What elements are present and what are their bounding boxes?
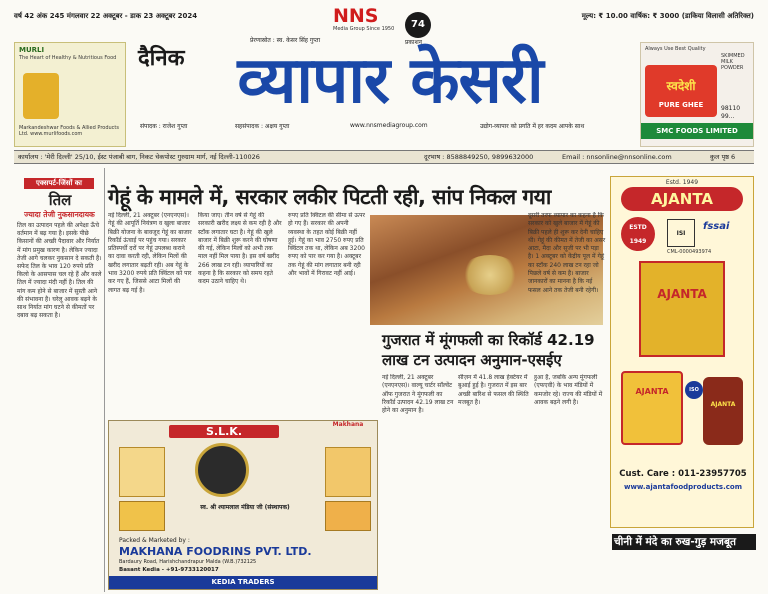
co-editor-credit: सहसंपादक : अक्षय गुप्ता (235, 123, 290, 130)
ad-makhana-title: S.L.K. (169, 425, 279, 438)
ajanta-jar-icon (703, 377, 743, 445)
lead-col-3: रुपए प्रति क्विंटल की सीमा से ऊपर हो गए हैं। सरकार की अपनी व्यवस्था के तहत कोई बिक्री नहीं हुई। गेहूं का भाव 2750 रुपए प्रति क्विंटल तक था, लेकिन अब 3200 रुपए को पार कर गया है। अक्टूबर तक गेहूं की मांग लगातार बनी रही और भावों में गिरावट नहीं आई। (288, 212, 365, 278)
nns-logo-text: NNS (333, 5, 379, 27)
ad-smc-brand: स्वदेशी (666, 79, 696, 93)
ad-makhana[interactable] (108, 420, 378, 590)
makhana-pack-icon (119, 447, 165, 497)
office-info-bar (14, 150, 754, 164)
ad-makhana-memorial: स्व. श्री श्यामलाल मंडिया जी (संस्थापक) (200, 504, 290, 511)
issue-info: वर्ष 42 अंक 245 मंगलवार 22 अक्टूबर - डाक 23 अक्टूबर 2024 (14, 12, 198, 20)
ad-ajanta-seal: ESTD 1949 (621, 217, 655, 251)
ad-ajanta-estd: Estd. 1949 (665, 179, 699, 186)
sidebar-headline[interactable]: तिल (48, 191, 72, 209)
masthead-title[interactable]: व्यापार केसरी (237, 44, 543, 118)
groundnut-col-3: हुआ है, जबकि अन्य मूंगफली (एफएवी) के भाव मंडियों में कमजोर रहे। राज्य की मंडियों में आवक बढ़ने लगी है। (534, 374, 603, 406)
ad-smc-sub: SKIMMED MILK POWDER (721, 53, 745, 71)
ajanta-box-icon (639, 261, 725, 357)
makhana-pack-icon (325, 447, 371, 497)
lead-col-2: किया जाए। तीन वर्ष से गेहूं की सरकारी खरीद लक्ष्य से कम रही है और स्टॉक लगातार घटा है। गेहूं की खुले बाजार में बिक्री शुरू करने की घोषणा की गई, लेकिन मिलों को अभी तक माल नहीं मिल पाया है। इस वर्ष खरीद 266 लाख टन रही। व्यापारियों का कहना है कि सरकार को समय रहते कदम उठाने चाहिए थे। (198, 212, 282, 286)
ad-ajanta-custcare: Cust. Care : 011-23957705 (619, 469, 747, 479)
editor-credit: संपादक : राजेश गुप्ता (140, 123, 188, 130)
ad-smc-phone: 98110 99... (721, 105, 741, 120)
iso-badge-icon: ISO (685, 381, 703, 399)
ad-makhana-pack-label: Makhana (332, 421, 364, 428)
ad-makhana-contact: Basant Kedia - +91-9733120017 (119, 567, 219, 573)
ad-murli-tagline: The Heart of Healthy & Nutritious Food (19, 55, 117, 61)
ajanta-tin-label: AJANTA (635, 387, 669, 396)
ajanta-jar-label: AJANTA (710, 401, 736, 408)
column-divider (104, 168, 105, 592)
ad-makhana-kedia: KEDIA TRADERS (109, 576, 377, 589)
anniversary-badge: 74 (405, 12, 431, 38)
ad-smc-company: SMC FOODS LIMITED (641, 123, 753, 139)
ajanta-tin-icon (621, 371, 683, 445)
ad-makhana-address: Bardaury Road, Harishchandrapur Malda (W.B.)732125 (119, 559, 257, 565)
makhana-pack-icon (119, 501, 165, 531)
office-address: कार्यालय : 'मेरी दिल्ली' 25/10, ईस्ट पंजाबी बाग, निकट चेकपोस्ट गुरुग्राम मार्ग, नई दिल्ली-110026 (18, 153, 260, 161)
page-count: कुल पृष्ठ 6 (710, 153, 736, 161)
sidebar-kicker: एक्सपर्ट-जिंसों का (24, 178, 94, 189)
ajanta-box-label: AJANTA (657, 287, 707, 301)
ad-makhana-packed: Packed & Marketed by : (119, 537, 190, 544)
website-link[interactable]: www.nnsmediagroup.com (350, 122, 428, 129)
ad-murli[interactable] (14, 42, 126, 147)
office-phone: दूरभाष : 8588849250, 9899632000 (424, 153, 534, 161)
isi-mark-icon: ISI (667, 219, 695, 247)
nns-logo-sub: Media Group Since 1950 (333, 26, 395, 32)
ad-smc[interactable] (640, 42, 754, 147)
nns-logo[interactable] (333, 6, 403, 32)
groundnut-headline[interactable]: गुजरात में मूंगफली का रिकॉर्ड 42.19 लाख टन उत्पादन अनुमान-एसईए (382, 331, 595, 369)
groundnut-col-2: सीज़न में 41.8 लाख हेक्टेयर में बुआई हुई है। गुजरात में इस बार अच्छी बारिश से फसल की स्थिति मजबूत है। (458, 374, 529, 406)
ad-smc-product: PURE GHEE (658, 101, 704, 109)
ad-ajanta-logo: AJANTA (621, 187, 743, 211)
price-info: मूल्य: ₹ 10.00 वार्षिक: ₹ 3000 (डाकिया विलासी अतिरिक्त) (581, 12, 754, 20)
founder-portrait (195, 443, 249, 497)
ad-ajanta-website[interactable]: www.ajantafoodproducts.com (623, 483, 743, 491)
ad-ajanta-cml: CML-0000493974 (667, 249, 712, 255)
sidebar-body: तिल का उत्पादन पहले की अपेक्षा ऊँचे वर्तमान में बढ़ गया है। इसके पीछे किसानों की अच्छी पैदावार और निर्यात में मांग प्रमुख कारण है। लेकिन ज्यादा तेजी आगे चलकर नुकसान दे सकती है। सफेद तिल के भाव 120 रुपये प्रति किलो के आसपास चल रहे हैं और काले तिल में ज्यादा मंदी नहीं है। तिल की मांग कम होने से बाजार में सुस्ती आने की संभावना है। घरेलू आवक बढ़ने के साथ निर्यात मांग घटने से कीमतों पर दबाव बढ़ सकता है। (17, 222, 102, 320)
fssai-logo: fssai (703, 221, 730, 232)
ad-murli-company: Markandeshwar Foods & Allied Products Ltd. www.murlifoods.com (19, 125, 119, 137)
ad-murli-brand: MURLI (19, 46, 45, 54)
wheat-grain-icon (460, 255, 520, 295)
sugar-headline[interactable]: चीनी में मंदे का रुख-गुड़ मजबूत (612, 534, 756, 550)
publication-label: प्रकाशन (405, 39, 422, 46)
sidebar-subhead: ज्यादा तेजी नुकसानदायक (24, 210, 95, 219)
makhana-pack-icon (325, 501, 371, 531)
ad-smc-top: Always Use Best Quality (645, 46, 706, 52)
lead-col-5: दूसरी तरफ व्यापार का कहना है कि सरकार को खुले बाजार में गेहूं की बिक्री पहले ही शुरू कर देनी चाहिए थी। गेहूं की कीमत में तेजी का असर आटा, मैदा और सूजी पर भी पड़ा है। 1 अक्टूबर को केंद्रीय पूल में गेहूं का स्टॉक 240 लाख टन रहा जो पिछले वर्ष से कम है। बाजार जानकारों का मानना है कि नई फसल आने तक तेजी बनी रहेगी। (528, 212, 606, 294)
ad-ajanta[interactable] (610, 176, 754, 528)
masthead-dainik: दैनिक (138, 45, 185, 71)
lead-col-1: नई दिल्ली, 21 अक्टूबर (एनएनएस)। गेहूं की आपूर्ति नियंत्रण व खुला बाजार बिक्री योजना के बावजूद गेहूं का बाजार रिकॉर्ड ऊंचाई पर पहुंच गया। सरकार प्रतिस्पर्धी दरों पर गेहूं उपलब्ध कराने का दावा करती रही, लेकिन मिलों की खरीद लगातार बढ़ती रही। अब गेहूं के भाव 3200 रुपये प्रति क्विंटल को पार कर गए हैं, जिससे आटा मिलों की लागत बढ़ गई है। (108, 212, 192, 294)
product-jar-icon (23, 73, 59, 119)
office-email[interactable]: Email : nnsonline@nnsonline.com (562, 153, 672, 161)
lead-headline[interactable]: गेहूं के मामले में, सरकार लकीर पिटती रही, सांप निकल गया (108, 185, 551, 209)
groundnut-col-1: नई दिल्ली, 21 अक्टूबर (एनएनएस)। वाल्यू चार्टर सॉल्वेंट ऑफ गुजरात ने मूंगफली का रिकॉर्ड उत्पादन 42.19 लाख टन होने का अनुमान है। (382, 374, 454, 415)
founder-credit: प्रेरणास्रोत : स्व. केसर सिंह गुप्ता (250, 37, 321, 44)
ad-makhana-firm: MAKHANA FOODRINS PVT. LTD. (119, 545, 312, 558)
tagline: उद्योग-व्यापार को प्रगति में हर कदम आपके साथ (480, 123, 585, 130)
